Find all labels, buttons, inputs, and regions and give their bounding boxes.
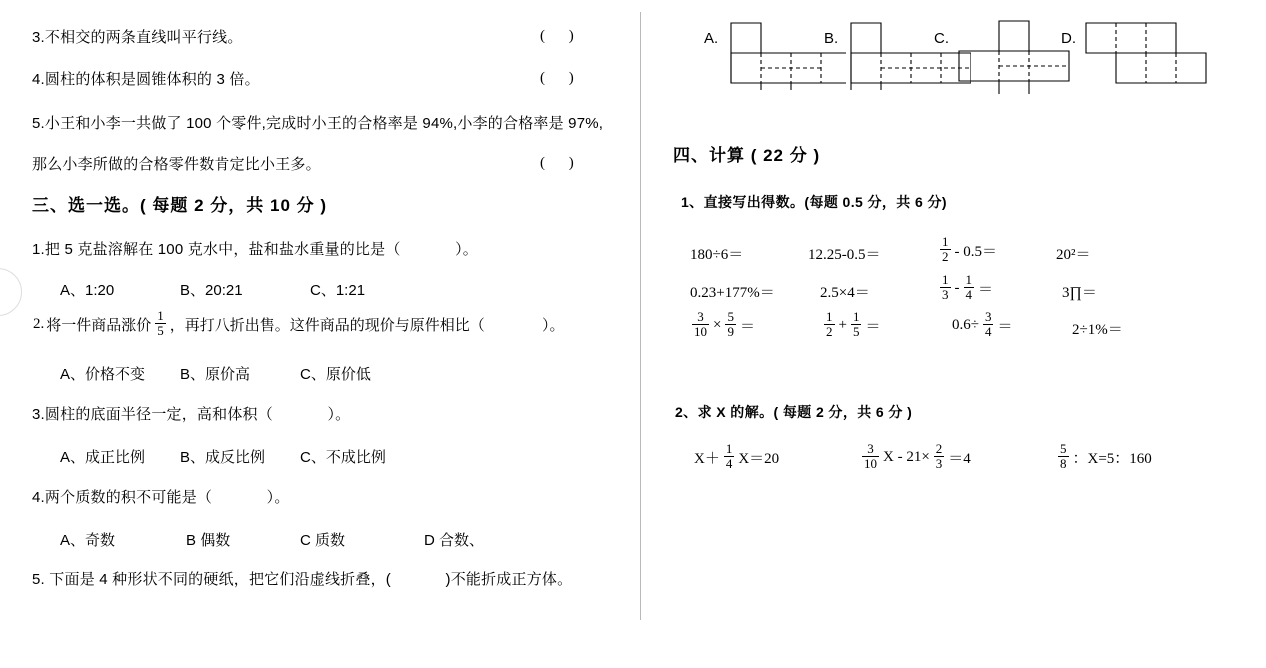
choice-q4-blank[interactable] (212, 489, 267, 506)
net-option-a-label: A. (704, 30, 719, 47)
equation-3-fraction: $\frac{5}{8}$ (1060, 441, 1067, 471)
compute-r1c1-text: 180÷6＝ (690, 247, 744, 263)
choice-q2-option-a-key: A、 (60, 366, 86, 383)
compute-r2c3[interactable] (937, 274, 994, 302)
compute-r3c2-fraction-1: $\frac{1}{2}$ (826, 309, 833, 339)
compute-r2c3-after: ＝ (978, 281, 994, 298)
compute-part2-heading: 2、求 X 的解。( 每题 2 分，共 6 分 ) (675, 404, 913, 420)
compute-r2c3-fraction-2: $\frac{1}{4}$ (965, 272, 972, 302)
choice-q3-option-b-key: B、 (180, 449, 206, 466)
compute-r3c1-fraction-1: $\frac{3}{10}$ (694, 309, 707, 339)
compute-r1c4-text: 20²＝ (1056, 247, 1091, 263)
compute-r3c1[interactable] (689, 311, 756, 339)
compute-r3c2-after: ＝ (865, 318, 881, 335)
net-option-b-diagram[interactable] (846, 18, 971, 90)
compute-r2c1[interactable] (689, 281, 776, 302)
choice-q5-blank[interactable] (391, 571, 446, 588)
tf-item-5-line2: 那么小李所做的合格零件数肯定比小王多。 (32, 156, 321, 173)
choice-q5-stem (32, 570, 572, 590)
choice-q3-blank[interactable] (273, 406, 328, 423)
compute-r1c3[interactable] (937, 236, 998, 264)
equation-1[interactable] (693, 443, 780, 471)
compute-part1-heading: 1、直接写出得数。(每题 0.5 分，共 6 分) (681, 194, 947, 210)
choice-q3-option-a-key: A、 (60, 449, 86, 466)
choice-q1-option-c[interactable] (310, 279, 365, 300)
choice-q2-stem-close: ）。 (542, 317, 565, 334)
choice-q3-stem-close: ）。 (327, 406, 351, 423)
compute-r3c4-text: 2÷1%＝ (1072, 322, 1123, 338)
choice-q4-option-b-text: 偶数 (200, 532, 231, 549)
choice-q1-option-a-text: 1:20 (85, 282, 115, 299)
tf-item-3-text: 不相交的两条直线叫平行线。 (44, 29, 243, 46)
equation-3-after: ：X=5：160 (1072, 450, 1152, 467)
choice-q5-text: 下面是 4 种形状不同的硬纸，把它们沿虚线折叠，( (49, 571, 391, 588)
compute-r3c4[interactable] (1071, 318, 1124, 339)
choice-q2-option-c[interactable] (300, 363, 371, 384)
choice-q2-option-b[interactable] (180, 363, 250, 384)
tf-item-4-answer-mark[interactable]: ( ) (540, 70, 584, 86)
right-column (641, 0, 1266, 668)
choice-q1-number: 1. (32, 241, 45, 258)
choice-q2-blank[interactable] (486, 316, 541, 333)
net-option-c-diagram[interactable] (954, 18, 1074, 94)
choice-q3-text: 圆柱的底面半径一定，高和体积（ (44, 406, 273, 423)
net-option-b-label: B. (824, 30, 839, 47)
choice-q1-blank[interactable] (401, 241, 456, 258)
choice-q3-option-c-text: 不成比例 (325, 449, 386, 466)
compute-r1c4[interactable] (1055, 243, 1092, 264)
choice-q4-text: 两个质数的积不可能是（ (44, 489, 213, 506)
choice-q4-option-d[interactable] (424, 529, 484, 550)
choice-q1-option-b-key: B、 (180, 282, 206, 299)
choice-q4-option-a[interactable] (60, 529, 115, 550)
choice-q2-fraction: $\frac{1}{5}$ (157, 308, 164, 338)
choice-q3-option-a[interactable] (60, 446, 145, 467)
equation-1-after: X＝20 (738, 450, 780, 467)
compute-r3c1-fraction-2: $\frac{5}{9}$ (727, 309, 734, 339)
compute-r3c2[interactable] (821, 311, 881, 339)
equation-3[interactable] (1055, 443, 1153, 471)
choice-q1-option-c-text: 1:21 (335, 282, 366, 299)
compute-r1c3-after: - 0.5＝ (954, 243, 997, 260)
choice-q4-option-c[interactable] (300, 529, 345, 550)
choice-q4-option-a-key: A、 (60, 532, 86, 549)
compute-r3c3-before: 0.6÷ (952, 316, 979, 333)
section-three-heading: 三、选一选。( 每题 2 分，共 10 分 ) (32, 196, 328, 215)
choice-q4-option-b-key: B (186, 532, 197, 549)
tf-item-4-number: 4. (32, 71, 45, 88)
compute-r2c3-operator: - (954, 279, 960, 296)
choice-q4-stem (32, 488, 290, 508)
tf-item-5-answer-mark[interactable]: ( ) (540, 155, 584, 171)
equation-2-mid: X - 21× (883, 448, 930, 465)
choice-q4-option-a-text: 奇数 (85, 532, 116, 549)
choice-q2-option-c-key: C、 (300, 366, 326, 383)
tf-item-4 (32, 70, 260, 90)
net-option-a-diagram[interactable] (726, 18, 846, 90)
choice-q5-number: 5. (32, 571, 45, 588)
equation-2-fraction-1: $\frac{3}{10}$ (864, 441, 877, 471)
net-option-d-diagram[interactable] (1083, 18, 1213, 90)
compute-r1c1[interactable] (689, 243, 744, 264)
equation-2-fraction-2: $\frac{2}{3}$ (935, 441, 943, 471)
net-option-d-label: D. (1061, 30, 1076, 47)
tf-item-5-number: 5. (32, 115, 45, 132)
choice-q4-option-b[interactable] (186, 529, 230, 550)
compute-r2c1-text: 0.23+177%＝ (690, 285, 775, 301)
equation-1-fraction: $\frac{1}{4}$ (725, 441, 733, 471)
choice-q4-stem-close: ）。 (266, 489, 290, 506)
compute-r1c3-fraction: $\frac{1}{2}$ (942, 234, 949, 264)
equation-1-before: X＋ (694, 450, 720, 467)
choice-q2-stem (32, 310, 566, 338)
section-four-heading: 四、计算 ( 22 分 ) (673, 146, 821, 165)
choice-q3-option-b[interactable] (180, 446, 265, 467)
choice-q1-stem (32, 240, 478, 260)
compute-r3c3[interactable] (951, 311, 1014, 339)
choice-q2-option-a-text: 价格不变 (85, 366, 146, 383)
choice-q3-option-c[interactable] (300, 446, 386, 467)
choice-q1-option-c-key: C、 (310, 282, 336, 299)
tf-item-3-number: 3. (32, 29, 45, 46)
compute-r3c2-operator: + (838, 316, 847, 333)
choice-q2-number: 2. (33, 315, 45, 332)
choice-q1-option-b-text: 20:21 (205, 282, 243, 299)
compute-r2c2-text: 2.5×4＝ (820, 285, 870, 301)
choice-q2-option-b-text: 原价高 (205, 366, 251, 383)
choice-q4-option-d-key: D (424, 532, 435, 549)
tf-item-5-line1 (32, 114, 603, 134)
equation-2[interactable] (859, 443, 972, 471)
compute-r3c1-after: ＝ (739, 318, 755, 335)
choice-q2-option-b-key: B、 (180, 366, 206, 383)
tf-item-3-answer-mark[interactable]: ( ) (540, 28, 584, 44)
choice-q1-text: 把 5 克盐溶解在 100 克水中，盐和盐水重量的比是（ (44, 241, 401, 258)
choice-q1-option-b[interactable] (180, 279, 243, 300)
choice-q3-option-b-text: 成反比例 (205, 449, 266, 466)
compute-r2c3-fraction-1: $\frac{1}{3}$ (942, 272, 949, 302)
choice-q1-option-a[interactable] (60, 279, 114, 300)
choice-q3-option-c-key: C、 (300, 449, 326, 466)
choice-q3-option-a-text: 成正比例 (85, 449, 146, 466)
compute-r3c3-fraction: $\frac{3}{4}$ (984, 309, 992, 339)
compute-r2c4[interactable] (1061, 281, 1098, 302)
tf-item-5-text: 小王和小李一共做了 100 个零件,完成时小王的合格率是 94%,小李的合格率是 97%, (44, 115, 604, 132)
net-option-c-label: C. (934, 30, 949, 47)
compute-r2c4-text: 3∏＝ (1062, 285, 1097, 301)
compute-r3c1-operator: × (713, 316, 722, 333)
choice-q4-number: 4. (32, 489, 45, 506)
choice-q2-text-after: ，再打八折出售。这件商品的现价与原件相比（ (169, 317, 485, 334)
choice-q2-option-a[interactable] (60, 363, 145, 384)
choice-q3-stem (32, 405, 350, 425)
compute-r1c2[interactable] (807, 243, 882, 264)
choice-q3-number: 3. (32, 406, 45, 423)
choice-q2-text-before: 将一件商品涨价 (46, 317, 152, 334)
choice-q1-stem-close: ）。 (455, 241, 478, 258)
choice-q2-option-c-text: 原价低 (325, 366, 371, 383)
tf-item-4-text: 圆柱的体积是圆锥体积的 3 倍。 (44, 71, 260, 88)
choice-q4-option-c-text: 质数 (315, 532, 346, 549)
compute-r2c2[interactable] (819, 281, 871, 302)
choice-q4-option-d-text: 合数、 (439, 532, 485, 549)
choice-q5-stem-close: )不能折成正方体。 (445, 571, 573, 588)
compute-r3c3-after: ＝ (997, 318, 1013, 335)
equation-2-after: ＝4 (948, 450, 971, 467)
choice-q1-option-a-key: A、 (60, 282, 86, 299)
compute-r3c2-fraction-2: $\frac{1}{5}$ (852, 309, 860, 339)
choice-q4-option-c-key: C (300, 532, 311, 549)
tf-item-3 (32, 28, 243, 48)
compute-r1c2-text: 12.25-0.5＝ (808, 247, 881, 263)
